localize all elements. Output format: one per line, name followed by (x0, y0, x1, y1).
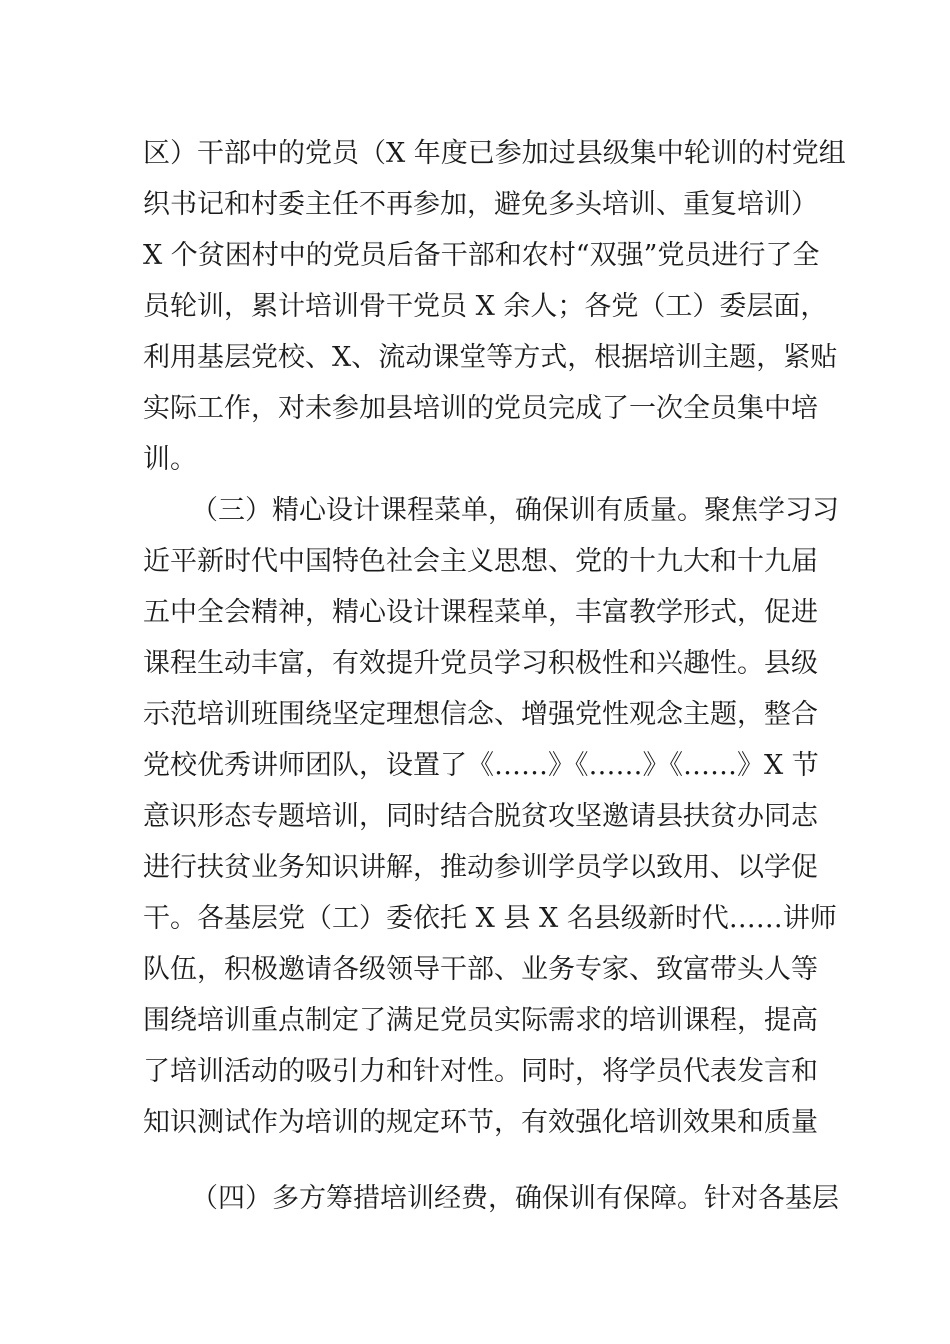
text-line: 队伍，积极邀请各级领导干部、业务专家、致富带头人等 (143, 954, 818, 985)
text-line: 干。各基层党（工）委依托 X 县 X 名县级新时代……讲师 (143, 903, 837, 934)
text-line: 党校优秀讲师团队，设置了《……》《……》《……》X 节 (143, 750, 819, 781)
text-line: 利用基层党校、X、流动课堂等方式，根据培训主题，紧贴 (143, 342, 838, 373)
text-line: 员轮训，累计培训骨干党员 X 余人；各党（工）委层面， (143, 291, 828, 322)
text-line: 近平新时代中国特色社会主义思想、党的十九大和十九届 (143, 546, 818, 577)
section-heading-line: （四）多方筹措培训经费，确保训有保障。针对各基层 (191, 1183, 839, 1214)
text-line: 实际工作，对未参加县培训的党员完成了一次全员集中培 (143, 393, 818, 424)
text-line: 示范培训班围绕坚定理想信念、增强党性观念主题，整合 (143, 699, 818, 730)
text-line: 进行扶贫业务知识讲解，推动参训学员学以致用、以学促 (143, 852, 818, 883)
text-line: 区）干部中的党员（X 年度已参加过县级集中轮训的村党组 (143, 138, 846, 169)
text-line: 织书记和村委主任不再参加，避免多头培训、重复培训） (143, 189, 818, 220)
section-heading-line: （三）精心设计课程菜单，确保训有质量。聚焦学习习 (191, 495, 839, 526)
text-line: 知识测试作为培训的规定环节，有效强化培训效果和质量 (143, 1107, 818, 1138)
text-line: 训。 (143, 444, 197, 475)
text-line: 五中全会精神，精心设计课程菜单，丰富教学形式，促进 (143, 597, 818, 628)
text-line: 围绕培训重点制定了满足党员实际需求的培训课程，提高 (143, 1005, 818, 1036)
text-line: 意识形态专题培训，同时结合脱贫攻坚邀请县扶贫办同志 (143, 801, 818, 832)
text-line: 课程生动丰富，有效提升党员学习积极性和兴趣性。县级 (143, 648, 818, 679)
text-line: X 个贫困村中的党员后备干部和农村“双强”党员进行了全 (143, 240, 820, 271)
text-line: 了培训活动的吸引力和针对性。同时，将学员代表发言和 (143, 1056, 818, 1087)
